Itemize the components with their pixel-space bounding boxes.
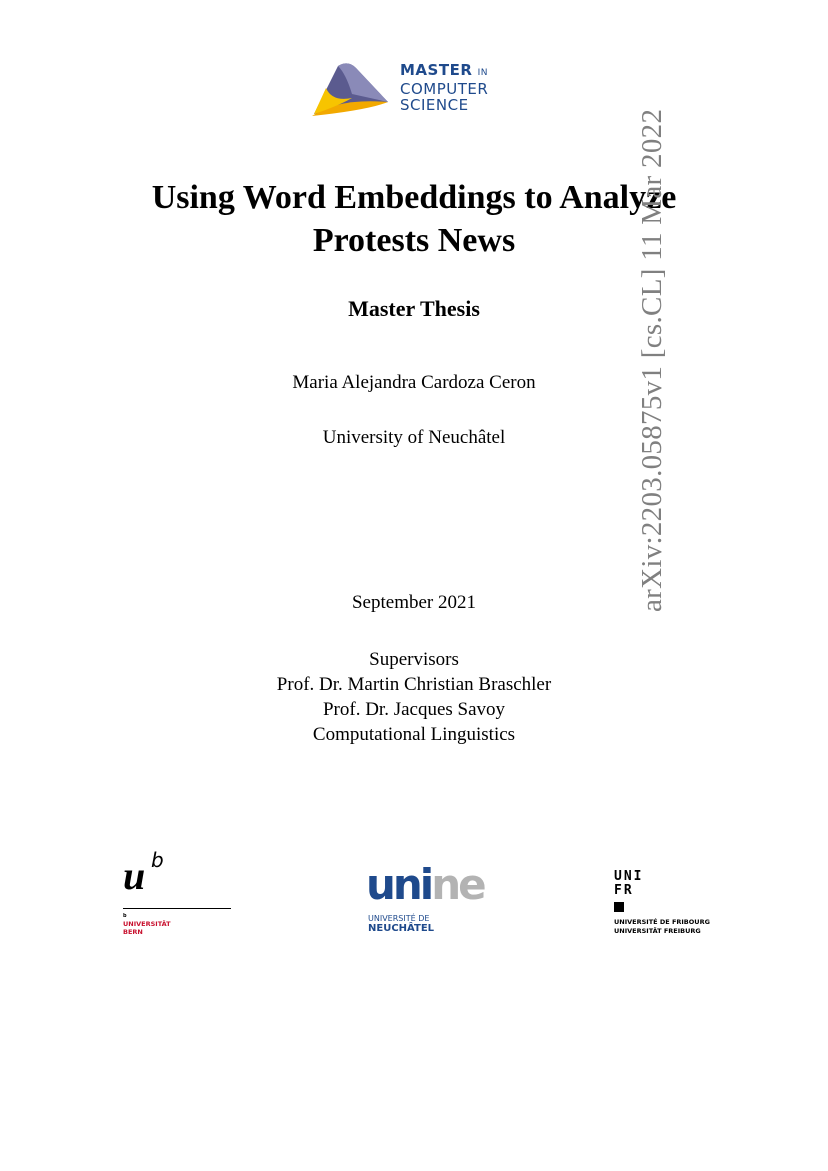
- supervisors-block: [0, 647, 828, 747]
- university-name: University of Neuchâtel: [322, 427, 506, 448]
- unine-part2: ne: [431, 860, 484, 909]
- unine-wordmark: [366, 860, 484, 909]
- unine-part1: uni: [366, 860, 432, 909]
- master-in-computer-science-logo: [308, 58, 528, 120]
- mcs-emblem-icon: [308, 58, 398, 120]
- bern-name: UNIVERSITÄT: [123, 920, 171, 928]
- supervisors-field: Computational Linguistics: [312, 724, 516, 745]
- arxiv-stamp: arXiv:2203.05875v1 [cs.CL] 11 Mar 2022: [636, 108, 668, 612]
- thesis-type: Master Thesis: [348, 296, 480, 321]
- mcs-line2: COMPUTER: [400, 80, 489, 98]
- unifr-line2: UNIVERSITÄT FREIBURG: [614, 927, 701, 935]
- author-name: Maria Alejandra Cardoza Ceron: [292, 372, 536, 393]
- mcs-line1: MASTER: [400, 61, 473, 79]
- unifr-line1: UNIVERSITÉ DE FRIBOURG: [614, 918, 710, 926]
- mcs-line1-small: IN: [477, 68, 489, 78]
- university-of-fribourg-logo: [614, 870, 734, 940]
- bern-divider: [123, 908, 231, 909]
- bern-city: BERN: [123, 928, 143, 936]
- unifr-row1: UNI: [614, 869, 644, 884]
- unifr-square-icon: [614, 902, 624, 912]
- thesis-title-text: Using Word Embeddings to Analyze Protests News: [151, 179, 677, 259]
- unine-line1: UNIVERSITÉ DE: [368, 914, 430, 923]
- unine-subtitle: [368, 914, 434, 934]
- bern-mark-b: b: [151, 848, 164, 872]
- supervisor-name: Prof. Dr. Jacques Savoy: [322, 699, 506, 720]
- mcs-wordmark: [400, 62, 488, 113]
- supervisors-heading: Supervisors: [369, 649, 459, 670]
- university-of-bern-logo: [123, 848, 243, 942]
- bern-line-b: b: [123, 913, 127, 919]
- university-of-neuchatel-logo: [366, 860, 496, 941]
- unifr-subtitle: [614, 918, 710, 936]
- unifr-wordmark: [614, 870, 643, 898]
- bern-mark-u: u: [123, 853, 146, 898]
- bern-text: [123, 912, 171, 936]
- mcs-line3: SCIENCE: [400, 96, 469, 114]
- unine-line2: NEUCHÂTEL: [368, 923, 435, 934]
- unifr-row2: FR: [614, 883, 634, 898]
- submission-date: September 2021: [351, 592, 476, 613]
- thesis-title: [0, 176, 828, 262]
- supervisor-name: Prof. Dr. Martin Christian Braschler: [276, 674, 552, 695]
